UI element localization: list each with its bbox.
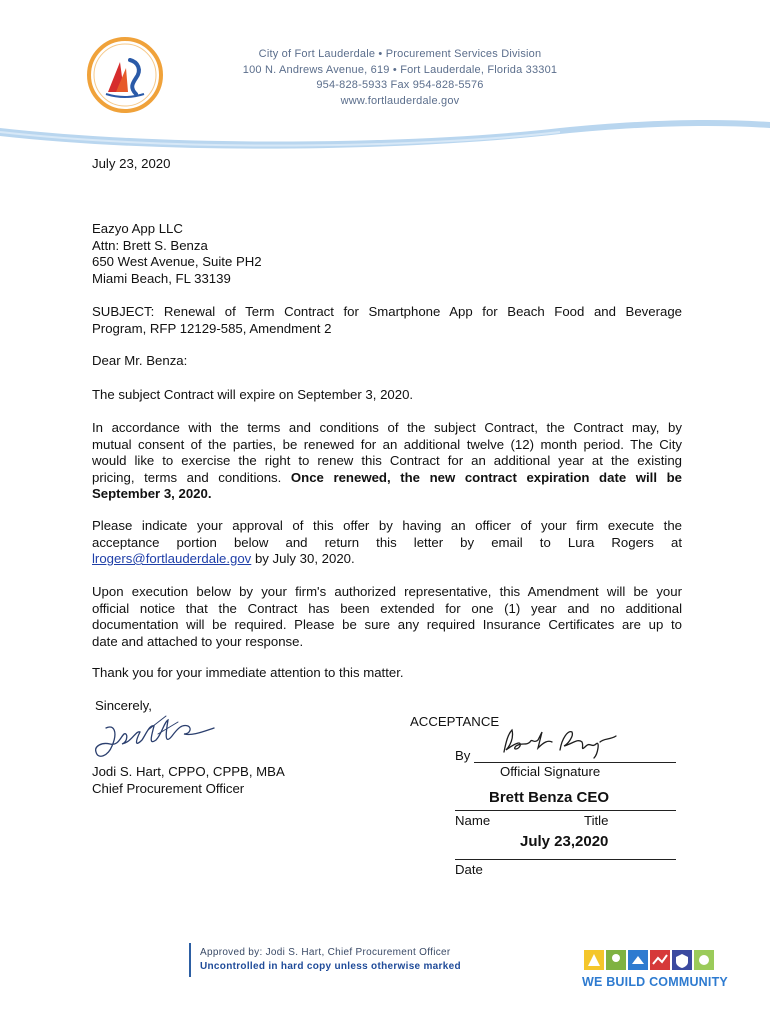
paragraph-approval: Please indicate your approval of this offer by having an officer of your firm execute the acceptance portion below and return this letter by email to Lura Rogers at lrogers@fortlauderdale.gov by July 30, 2020.	[92, 518, 682, 566]
letterhead-line-3: 954-828-5933 Fax 954-828-5576	[316, 79, 484, 91]
subject-line-1: SUBJECT: Renewal of Term Contract for Smartphone App for Beach Food and Beverage	[92, 304, 682, 319]
letterhead-line-1: City of Fort Lauderdale • Procurement Services Division	[258, 48, 542, 60]
date-value[interactable]: July 23,2020	[520, 833, 609, 850]
city-seal-icon	[86, 36, 164, 114]
letterhead-line-2: 100 N. Andrews Avenue, 619 • Fort Lauderdale, Florida 33301	[242, 63, 558, 76]
salutation: Dear Mr. Benza:	[92, 353, 188, 368]
title-label: Title	[584, 813, 609, 828]
subject-line-2: Program, RFP 12129-585, Amendment 2	[92, 320, 332, 336]
date-label: Date	[455, 862, 483, 877]
closing: Sincerely,	[95, 698, 152, 713]
email-link[interactable]: lrogers@fortlauderdale.gov	[92, 551, 252, 566]
letterhead-website: www.fortlauderdale.gov	[340, 94, 460, 107]
paragraph-renewal: In accordance with the terms and conditions of the subject Contract, the Contract may, by mutual consent of the parties, be renewed for an additional twelve (12) month period. The City would like to exercise the right to renew this Contract for an additional year at the existing pricing, terms and conditions. Once renewed, the new contract expiration date will be September 3, 2020.	[92, 420, 682, 501]
signature-line[interactable]	[474, 762, 676, 763]
expiration-date: September 3, 2020.	[92, 486, 212, 501]
paragraph-expiry: The subject Contract will expire on September 3, 2020.	[92, 387, 414, 402]
footer-divider	[189, 943, 191, 977]
footer-approved-by: Approved by: Jodi S. Hart, Chief Procurement Officer	[200, 947, 451, 958]
we-build-community-logo-icon	[582, 946, 728, 974]
recipient-address	[92, 221, 682, 287]
signature-jodi-hart-icon	[92, 710, 222, 766]
footer-slogan: WE BUILD COMMUNITY	[582, 975, 728, 989]
paragraph-notice: Upon execution below by your firm's authorized representative, this Amendment will be your official notice that the Contract has been extended for one (1) year and no additional documentation will be required. Please be sure any required Insurance Certificates are up to date and attached to your response.	[92, 584, 682, 649]
recipient-attn: Attn: Brett S. Benza	[92, 237, 208, 253]
footer-uncontrolled-note: Uncontrolled in hard copy unless otherwise marked	[200, 961, 461, 972]
subject-block	[92, 304, 682, 337]
name-title-line	[455, 810, 676, 811]
paragraph-thanks: Thank you for your immediate attention to this matter.	[92, 665, 404, 680]
signer-name: Jodi S. Hart, CPPO, CPPB, MBA	[92, 764, 285, 779]
date-line	[455, 859, 676, 860]
official-signature-label: Official Signature	[500, 764, 601, 779]
header-swoosh-divider	[0, 108, 770, 156]
name-title-value[interactable]: Brett Benza CEO	[489, 789, 610, 806]
by-label: By	[455, 748, 471, 763]
letter-date: July 23, 2020	[92, 156, 171, 171]
recipient-street: 650 West Avenue, Suite PH2	[92, 254, 262, 269]
recipient-company: Eazyo App LLC	[92, 221, 183, 236]
signer-title: Chief Procurement Officer	[92, 780, 245, 796]
signature-brett-benza-icon	[498, 724, 622, 760]
expiration-emphasis: Once renewed, the new contract expiration date will be	[290, 469, 682, 485]
letterhead	[170, 47, 630, 109]
name-label: Name	[455, 813, 491, 828]
recipient-city: Miami Beach, FL 33139	[92, 270, 231, 286]
acceptance-heading: ACCEPTANCE	[410, 714, 500, 729]
